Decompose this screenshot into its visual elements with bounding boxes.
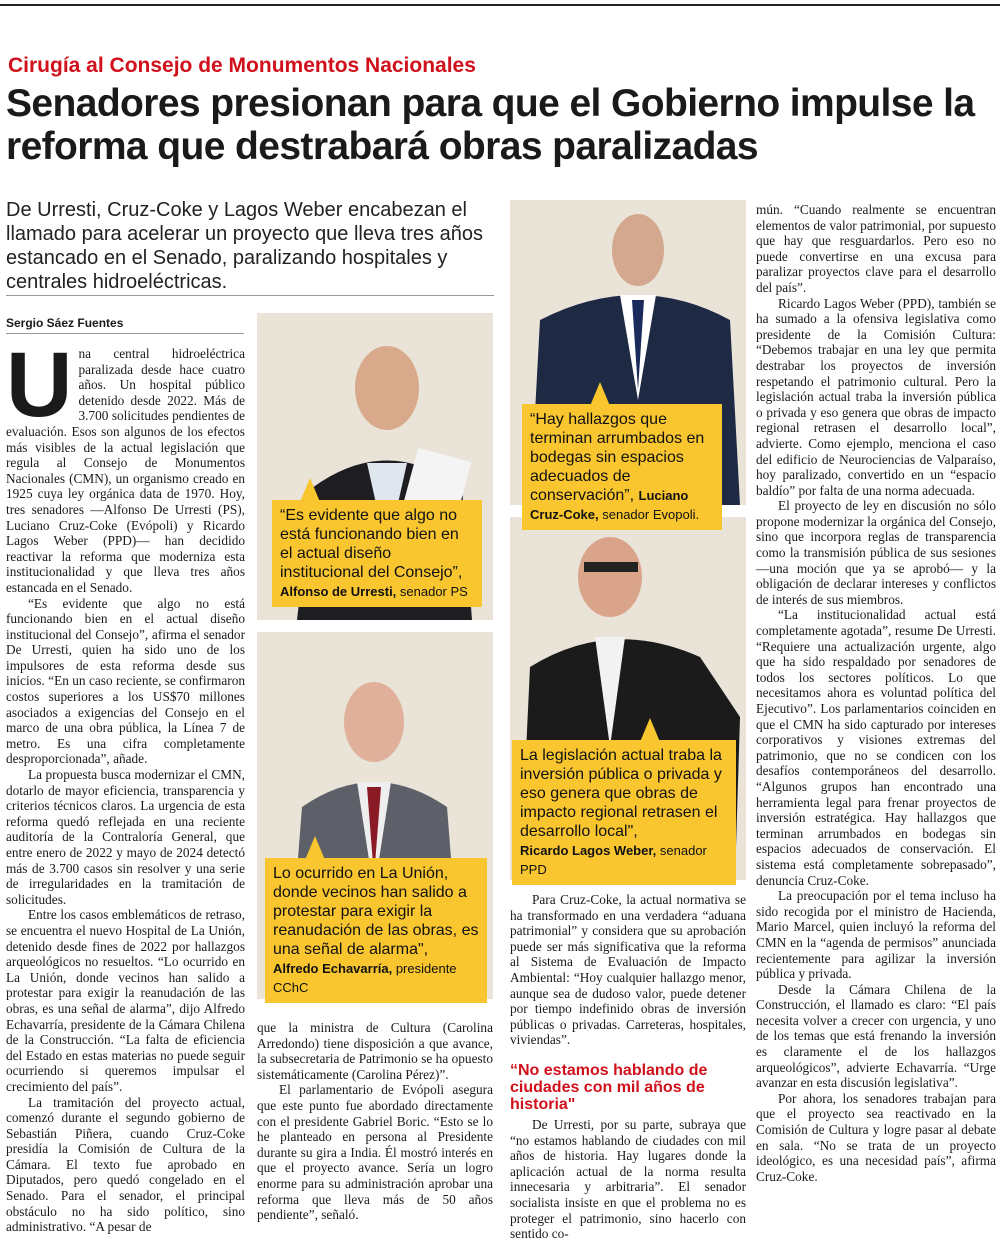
paragraph: “La institucionalidad actual está completamente agotada”, resume De Urresti. “Requiere una actualización urgente, algo que ha sido respaldado por senadores de todos los sectores políticos. Lo que necesitamos ahora es voluntad política del Ejecutivo”. Los parlamentarios coinciden en que el CMN ha sido capturado por intereses corporativos y visiones extremas del patrimonio, que no se condicen con los desafíos contemporáneos del desarrollo. “Algunos grupos han encontrado una herramienta legal para frenar proyectos de inversión estratégica. Hay hallazgos que terminan arrumbados en bodegas sin espacios adecuados de conservación. El sistema está completamente sobrepasado”, denuncia Cruz-Coke. (756, 607, 996, 888)
quote-speaker: Ricardo Lagos Weber, (520, 843, 657, 858)
article-column-1 (6, 334, 245, 1235)
paragraph: La preocupación por el tema incluso ha sido recogida por el ministro de Hacienda, Mario Marcel, quien incluyó la reforma del CMN en la “agenda de permisos” anunciada recientemente para agilizar la inversión pública y privada. (756, 888, 996, 982)
drop-cap: U (6, 334, 73, 436)
quote-role: senador Evopoli. (598, 507, 700, 522)
paragraph: mún. “Cuando realmente se encuentran elementos de valor patrimonial, por supuesto que hay que resguardarlos. Pero eso no puede convertirse en una excusa para paralizar proyectos clave para el desarrollo del país”. (756, 202, 996, 295)
quote-pointer (590, 382, 610, 406)
paragraph: El parlamentario de Evópoli asegura que este punto fue abordado directamente con el presidente Gabriel Boric. “Esto se lo he planteado en persona al Presidente durante su gira a India. Él mostró interés en que el proyecto avance. Sería un logro enorme para su administración aprobar una reforma que lleva más de 50 años pendiente”, señaló. (257, 1082, 493, 1223)
article-column-4 (756, 202, 996, 1184)
paragraph: “Es evidente que algo no está funcionando bien en el actual diseño institucional del Consejo”, afirma el senador De Urresti, quien ha sido uno de los impulsores de esta reforma desde sus inicios. “En un caso reciente, se confirmaron costos superiores a los US$70 millones asociados a exigencias del Consejo en el marco de una obra pública, la Línea 7 de metro. Es una cifra completamente desproporcionada”, añade. (6, 595, 245, 767)
quote-role: senador PS (396, 584, 468, 599)
quote-pointer (300, 478, 320, 502)
paragraph: La tramitación del proyecto actual, comenzó durante el segundo gobierno de Sebastián Piñera, cuando Cruz-Coke presidía la Comisión de Cultura de la Cámara. El texto fue aprobado en Diputados, pero quedó congelado en el Senado. Para el senador, el principal obstáculo no ha sido político, sino administrativo. “A pesar de (6, 1094, 245, 1235)
article-column-2 (257, 1020, 493, 1223)
paragraph: La propuesta busca modernizar el CMN, dotarlo de mayor eficiencia, transparencia y criterios técnicos claros. La urgencia de esta reforma quedó reflejada en una reciente auditoría de la Contraloría General, que entre enero de 2022 y mayo de 2024 detectó más de 3.700 casos sin resolver y una serie de irregularidades en la tramitación de solicitudes. (6, 767, 245, 907)
paragraph: El proyecto de ley en discusión no sólo propone modernizar la orgánica del Consejo, sino que incorpora reglas de transparencia como la transmisión pública de sus sesiones —una moción que ya se aprobó— y la obligación de declarar intereses y conflictos de interés de sus miembros. (756, 498, 996, 607)
article-column-3 (510, 892, 746, 1242)
quote-text: Lo ocurrido en La Unión, donde vecinos han salido a protestar para exigir la reanudación de las obras, es una señal de alarma", (273, 865, 479, 958)
paragraph: De Urresti, por su parte, subraya que “no estamos hablando de ciudades con mil años de historia. Hay lugares donde la aplicación actual de la norma resulta innecesaria y arbitraria”. El senador socialista insiste en que el problema no es proteger el patrimonio, sino hacerlo con sentido co- (510, 1116, 746, 1242)
quote-text: La legislación actual traba la inversión pública o privada y eso genera que obras de impacto regional retrasen el desarrollo local", (520, 747, 722, 840)
divider (6, 295, 494, 296)
paragraph: Ricardo Lagos Weber (PPD), también se ha sumado a la ofensiva legislativa como presidente de la Comisión Cultura: “Debemos trabajar en una ley que permita destrabar los proyectos de inversión respetando el patrimonio cultural. Pero la legislación actual traba la inversión pública o privada y eso genera que obras de impacto regional retrasen el desarrollo local”, advierte. Como ejemplo, menciona el caso del edificio de Neurociencias de Valparaíso, hoy paralizado, convertido en un “espacio baldío” por falta de una norma adecuada. (756, 295, 996, 498)
quote-text: “Es evidente que algo no está funcionando bien en el actual diseño institucional del Consejo”, (280, 507, 463, 581)
kicker: Cirugía al Consejo de Monumentos Nacionales (8, 54, 476, 77)
pull-quote (265, 858, 487, 1003)
quote-role: senador PPD (520, 843, 707, 877)
top-rule (0, 4, 1000, 6)
headline: Senadores presionan para que el Gobierno impulse la reforma que destrabará obras paralizadas (6, 82, 975, 168)
quote-role: presidente CChC (273, 961, 457, 995)
paragraph: Por ahora, los senadores trabajan para que el proyecto sea reactivado en la Comisión de Cultura y logre pasar al debate en sala. “No se trata de un proyecto ideológico, es una necesidad país”, afirma Cruz-Coke. (756, 1090, 996, 1184)
byline: Sergio Sáez Fuentes (6, 316, 124, 330)
paragraph: Entre los casos emblemáticos de retraso, se encuentra el nuevo Hospital de La Unión, detenido desde fines de 2022 por hallazgos arqueológicos no resueltos. “Lo ocurrido en La Unión, donde vecinos han salido a protestar para exigir la reanudación de las obras, es una señal de alarma”, dijo Alfredo Echavarría, presidente de la Cámara Chilena de la Construcción. “La falta de eficiencia del Estado en estas materias no puede seguir ocurriendo si queremos impulsar el crecimiento del país”. (6, 907, 245, 1094)
paragraph-text: na central hidroeléctrica paralizada desde hace cuatro años. Un hospital público detenido desde 2022. Más de 3.700 solicitudes pendientes de evaluación. Esos son algunos de los efectos más visibles de la actual legislación que regula al Consejo de Monumentos Nacionales (CMN), un organismo creado en 1925 cuya ley orgánica data de 1970. Hoy, tres senadores —Alfonso De Urresti (PS), Luciano Cruz-Coke (Evópoli) y Ricardo Lagos Weber (PPD)— han decidido reactivar la reforma que moderniza esta institucionalidad y que lleva tres años estancada en el Senado. (6, 346, 245, 595)
quote-speaker: Luciano Cruz-Coke, (530, 488, 689, 522)
dek: De Urresti, Cruz-Coke y Lagos Weber encabezan el llamado para acelerar un proyecto que lleva tres años estancado en el Senado, paralizando hospitales y centrales hidroeléctricas. (6, 199, 483, 293)
quote-speaker: Alfonso de Urresti, (280, 584, 397, 599)
subheading: “No estamos hablando de ciudades con mil años de historia" (510, 1061, 708, 1113)
paragraph: que la ministra de Cultura (Carolina Arredondo) tiene disposición a que avance, la subsecretaria de Patrimonio se ha opuesto sistemáticamente (Carolina Pérez)”. (257, 1020, 493, 1082)
quote-pointer (640, 718, 660, 742)
paragraph (6, 334, 245, 596)
quote-speaker: Alfredo Echavarría, (273, 961, 393, 976)
pull-quote (512, 740, 736, 885)
quote-pointer (305, 836, 325, 860)
pull-quote (522, 404, 722, 530)
pull-quote (272, 500, 482, 607)
paragraph: Para Cruz-Coke, la actual normativa se ha transformado en una verdadera “aduana patrimonial” y considera que su aprobación puede ser más significativa que la reforma al Sistema de Evaluación de Impacto Ambiental: “Hoy cualquier hallazgo menor, aunque sea de dudoso valor, puede detener por tiempo indefinido obras de inversión públicas o privadas. Carreteras, hospitales, viviendas”. (510, 892, 746, 1048)
quote-text: “Hay hallazgos que terminan arrumbados en bodegas sin espacios adecuados de conservación”, (530, 411, 705, 504)
paragraph: Desde la Cámara Chilena de la Construcción, el llamado es claro: “El país necesita volver a crecer con urgencia, y uno de los temas que está frenando la inversión es claramente el de los hallazgos arqueológicos”, advierte Echavarría. “Urge avanzar en esta discusión legislativa”. (756, 981, 996, 1091)
